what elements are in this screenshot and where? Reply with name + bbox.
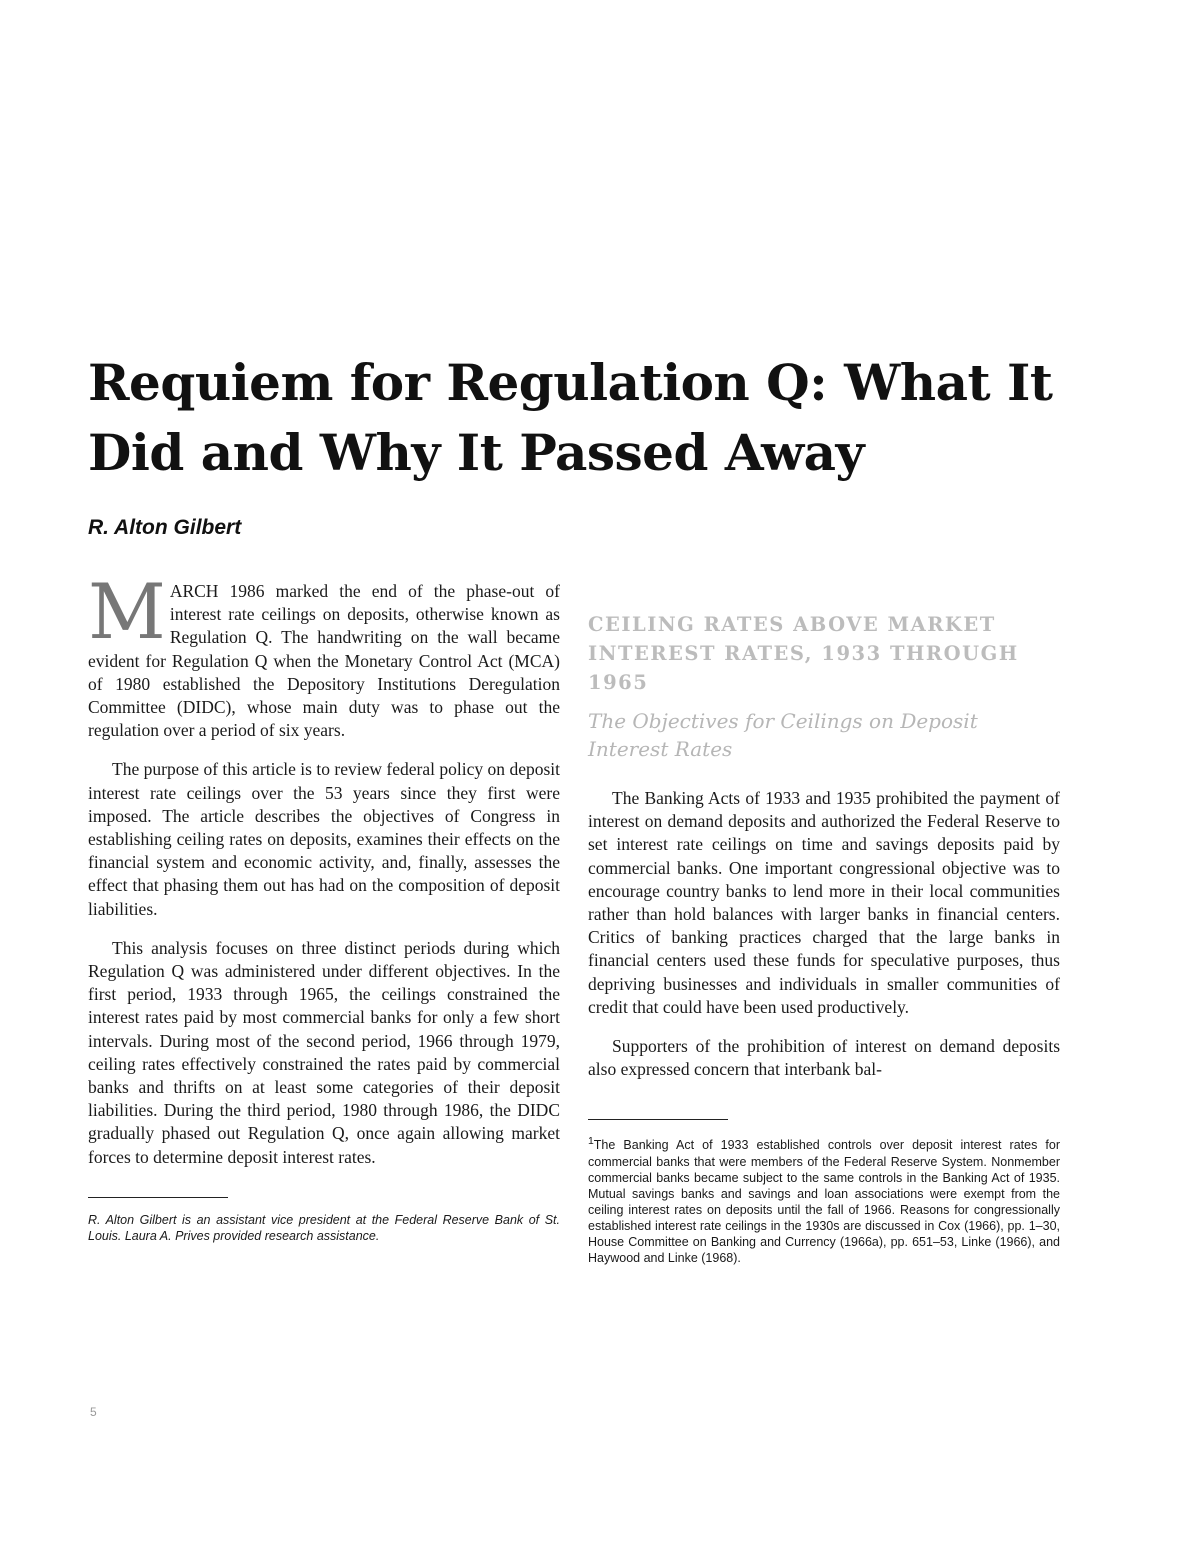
footnote-marker: 1 xyxy=(588,1136,594,1148)
section-subheading: The Objectives for Ceilings on Deposit Interest Rates xyxy=(588,709,978,761)
paragraph-text: 1986 marked the end of the phase-out of interest rate ceilings on deposits, otherwise known as Regulation Q. The handwriting on the wall became evident for Regulation Q when the Monetary Control Act (MCA) of 1980 established the Depository Institutions Deregulation Committee (DIDC), whose main duty was to phase out the regulation over a period of six years. xyxy=(88,581,560,741)
footnote-text: The Banking Act of 1933 established controls over deposit interest rates for commercial banks that were members of the Federal Reserve System. Nonmember commercial banks became subject to the same controls in the Banking Act of 1935. Mutual savings banks and savings and loan associations were exempt from the ceiling interest rates on deposits until the fall of 1966. Reasons for congressionally established interest rate ceilings in the 1930s are discussed in Cox (1966), pp. 1–30, House Committee on Banking and Currency (1966a), pp. 651–53, Linke (1966), and Haywood and Linke (1968). xyxy=(588,1138,1060,1265)
title-line: Requiem for Regulation Q: What It xyxy=(88,353,1053,412)
footnote xyxy=(588,1134,1060,1265)
body-paragraph: The Banking Acts of 1933 and 1935 prohibited the payment of interest on demand deposits and authorized the Federal Reserve to set interest rate ceilings on time and savings deposits paid by commercial banks. One important congressional objective was to encourage country banks to lend more in their local communities rather than hold balances with larger banks in financial centers. Critics of banking practices charged that the large banks in financial centers used these funds for speculative purposes, thus depriving businesses and individuals in smaller communities of credit that could have been used productively. xyxy=(588,788,1060,1017)
left-column xyxy=(88,567,560,1244)
lead-word: ARCH xyxy=(169,581,219,601)
footnote-rule xyxy=(88,1197,228,1198)
page-number: 5 xyxy=(90,1405,97,1419)
drop-cap: M xyxy=(88,567,166,656)
body-paragraph: This analysis focuses on three distinct periods during which Regulation Q was administered under different objectives. In the first period, 1933 through 1965, the ceilings constrained the interest rates paid by most commercial banks for only a few short intervals. During most of the second period, 1966 through 1979, ceiling rates effectively constrained the rates paid by commercial banks and thrifts on at least some categories of their deposit liabilities. During the third period, 1980 through 1986, the DIDC gradually phased out Regulation Q, once again allowing market forces to determine deposit interest rates. xyxy=(88,937,560,1167)
footnote-rule xyxy=(588,1119,728,1120)
body-paragraph: The purpose of this article is to review federal policy on deposit interest rate ceilings over the 53 years since they first were imposed. The article describes the objectives of Congress in establishing ceiling rates on deposits, examines their effects on the financial system and economic activity, and, finally, assesses the effect that phasing them out has had on the composition of deposit liabilities. xyxy=(88,759,560,919)
intro-paragraph xyxy=(88,567,560,742)
article-title xyxy=(88,348,1108,488)
title-line: Did and Why It Passed Away xyxy=(88,423,865,482)
author-byline: R. Alton Gilbert xyxy=(88,516,242,539)
author-footnote: R. Alton Gilbert is an assistant vice president at the Federal Reserve Bank of St. Louis. Laura A. Prives provided research assistance. xyxy=(88,1212,560,1243)
right-column xyxy=(588,580,1060,1266)
body-paragraph: Supporters of the prohibition of interest on demand deposits also expressed concern that interbank bal- xyxy=(588,1036,1060,1080)
section-heading: CEILING RATES ABOVE MARKET INTEREST RATES, 1933 THROUGH 1965 xyxy=(588,613,1019,694)
